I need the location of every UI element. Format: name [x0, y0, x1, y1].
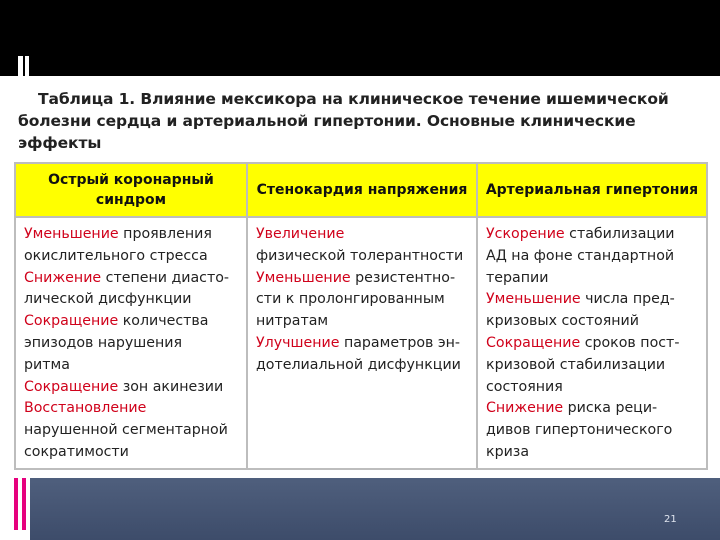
effect-line	[24, 224, 240, 246]
effect-keyword: Снижение	[24, 269, 102, 286]
header-exertional-angina: Стенокардия напряжения	[247, 163, 477, 217]
effect-line	[486, 420, 700, 442]
effect-keyword: Сокращение	[486, 334, 581, 351]
effect-line	[486, 311, 700, 333]
effect-text: дотелиальной дисфункции	[256, 356, 461, 373]
effect-line	[24, 442, 240, 464]
effect-text: проявления	[118, 226, 212, 242]
table-row	[15, 217, 707, 469]
effect-text: физической толерантности	[256, 247, 464, 264]
effect-text: резистентно-	[350, 269, 456, 286]
effect-line	[256, 333, 470, 355]
effect-line	[256, 246, 470, 268]
effect-text: эпизодов нарушения	[24, 334, 182, 351]
effect-line	[486, 377, 700, 399]
page-number: 21	[664, 514, 677, 525]
effect-line	[256, 355, 470, 377]
title-accent-mark	[18, 56, 23, 76]
effect-text: ритма	[24, 356, 70, 373]
effect-text: сократимости	[24, 443, 129, 460]
footer-bar	[30, 478, 720, 540]
effect-line	[486, 246, 700, 268]
effect-keyword: Уменьшение	[256, 269, 351, 286]
effect-text: стабилизации	[564, 226, 675, 242]
effect-line	[486, 224, 700, 246]
effect-line	[256, 268, 470, 290]
header-acute-coronary-syndrome: Острый коронарный синдром	[15, 163, 247, 217]
effect-text: степени диасто-	[101, 269, 230, 286]
effect-line	[24, 268, 240, 290]
effect-text: количества	[118, 313, 209, 330]
effect-keyword: Сокращение	[24, 313, 119, 330]
effect-keyword: Уменьшение	[24, 226, 119, 242]
effect-text: лической дисфункции	[24, 291, 192, 308]
effect-text: дивов гипертонического	[486, 422, 673, 439]
effect-line	[24, 333, 240, 355]
effect-text: сроков пост-	[580, 334, 680, 351]
effect-line	[24, 420, 240, 442]
footer-accent-mark	[14, 478, 18, 530]
effect-line	[24, 246, 240, 268]
effect-text: кризовой стабилизации	[486, 356, 666, 373]
effect-keyword: Восстановление	[24, 400, 147, 417]
title-bar	[0, 0, 720, 76]
effect-line	[24, 377, 240, 399]
effect-text: нарушенной сегментарной	[24, 422, 228, 439]
effect-line	[486, 398, 700, 420]
effect-text: окислительного стресса	[24, 247, 208, 264]
effect-line	[486, 289, 700, 311]
effect-line	[486, 355, 700, 377]
cell-acute-coronary-effects	[15, 217, 247, 469]
effect-keyword: Ускорение	[486, 226, 565, 242]
effect-text: параметров эн-	[339, 334, 461, 351]
effect-text: сти к пролонгированным	[256, 291, 445, 308]
effect-text: риска реци-	[563, 400, 658, 417]
effect-text: АД на фоне стандартной	[486, 247, 675, 264]
effect-text: состояния	[486, 378, 563, 395]
effect-text: числа пред-	[580, 291, 675, 308]
effect-line	[24, 311, 240, 333]
cell-hypertension-effects	[477, 217, 707, 469]
effect-keyword: Снижение	[486, 400, 564, 417]
effect-keyword: Увеличение	[256, 226, 345, 242]
effect-text: криза	[486, 443, 530, 460]
clinical-effects-table	[14, 162, 708, 470]
effect-line	[24, 398, 240, 420]
table-caption: Таблица 1. Влияние мексикора на клиническое течение ишемической болезни сердца и артериальной гипертонии. Основные клинические эффекты	[18, 90, 669, 152]
effect-line	[256, 289, 470, 311]
cell-angina-effects	[247, 217, 477, 469]
effect-text: кризовых состояний	[486, 313, 639, 330]
effect-line	[256, 311, 470, 333]
effect-keyword: Уменьшение	[486, 291, 581, 308]
effect-line	[24, 289, 240, 311]
header-arterial-hypertension: Артериальная гипертония	[477, 163, 707, 217]
effect-keyword: Сокращение	[24, 378, 119, 395]
effect-line	[256, 224, 470, 246]
effect-line	[486, 442, 700, 464]
effect-text: зон акинезии	[118, 378, 224, 395]
effect-line	[486, 333, 700, 355]
effect-text: нитратам	[256, 313, 329, 330]
footer-accent-mark	[22, 478, 26, 530]
table-header-row	[15, 163, 707, 217]
effect-line	[486, 268, 700, 290]
effect-text: терапии	[486, 269, 549, 286]
effect-line	[24, 355, 240, 377]
effect-keyword: Улучшение	[256, 334, 340, 351]
